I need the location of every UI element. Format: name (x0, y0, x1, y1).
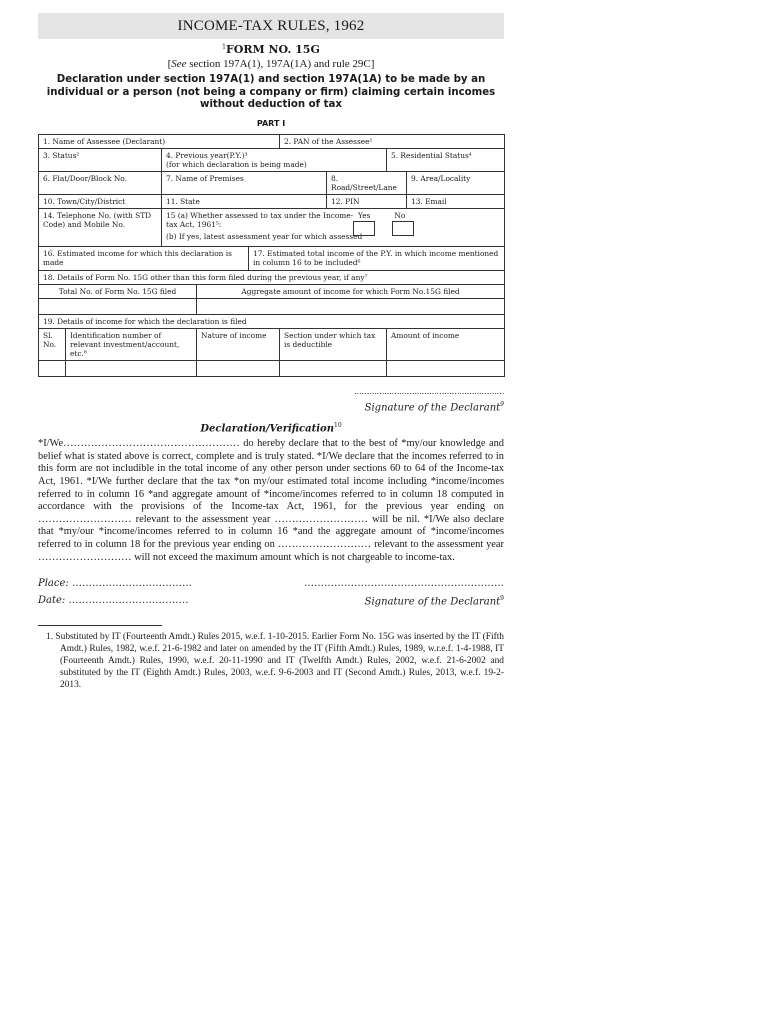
place-field[interactable] (38, 578, 192, 589)
page-header (38, 13, 504, 39)
place-dots: ……………………………… (71, 578, 192, 590)
field-estimated-income[interactable]: 16. Estimated income for which this declaration is made (39, 246, 249, 270)
signature-label (38, 401, 504, 413)
signature-label-text: Signature of the Declarant (364, 401, 501, 413)
field-telephone[interactable]: 14. Telephone No. (with STD Code) and Mobile No. (39, 208, 162, 246)
bottom-signature-line[interactable]: …………………………………………………… (304, 578, 504, 590)
signature-line[interactable]: …………………………………………………… (354, 386, 504, 396)
header-identification-number: Identification number of relevant investment/account, etc.⁸ (66, 328, 197, 360)
footnote-divider (38, 625, 162, 626)
signature-footnote-mark: 9 (500, 400, 504, 408)
bottom-signature-footnote-mark: 9 (500, 595, 504, 603)
bottom-signature-label (365, 595, 504, 607)
verification-footnote-mark: 10 (334, 421, 342, 429)
section-details-income: 19. Details of income for which the declaration is filed (39, 314, 505, 328)
verification-title (38, 422, 504, 434)
place-signature-row (38, 578, 504, 589)
field-previous-year[interactable] (162, 148, 387, 171)
bottom-signature-label-text: Signature of the Declarant (364, 596, 501, 608)
field-area-locality[interactable]: 9. Area/Locality (407, 171, 505, 194)
form-number (38, 43, 504, 56)
assessed-question-b: (b) If yes, latest assessment year for which assessed (166, 231, 363, 241)
field-amount-value[interactable] (387, 360, 505, 376)
form-number-text: FORM NO. 15G (225, 43, 320, 56)
field-pin[interactable]: 12. PIN (327, 194, 407, 208)
field-total-forms-value[interactable] (39, 298, 197, 314)
date-signature-row (38, 595, 504, 607)
field-identification-value[interactable] (66, 360, 197, 376)
form-table (38, 134, 505, 377)
yes-label: Yes (358, 210, 371, 220)
see-reference (38, 58, 504, 70)
date-label: Date: (38, 595, 66, 607)
date-field[interactable] (38, 595, 188, 607)
field-name-of-premises[interactable]: 7. Name of Premises (162, 171, 327, 194)
verification-body: *I/We…………………………………………… do hereby declare that to the best of *my/our knowledge and belief what is stated above is correct, complete and is truly stated. *I/We declare that the incomes referred to in this form are not includible in the total income of any other person under sections 60 to 64 of the Income-tax Act, 1961. *I/We further declare that the tax *on my/our estimated total income including *income/incomes referred to in column 16 *and aggregate amount of *income/incomes referred to in column 18 computed in accordance with the provisions of the Income-tax Act, 1961, for the previous year ending on ……………………… relevant to the assessment year ……………………… will be nil. *I/We also declare that *my/our *income/incomes referred to in column 16 *and the aggregate amount of *income/incomes referred to in column 18 for the previous year ending on ……………………… relevant to the assessment year ……………………… will not exceed the maximum amount which is not chargeable to income-tax. (38, 438, 504, 563)
form-footnote-mark: 1 (222, 43, 226, 51)
yes-no-labels (358, 211, 405, 220)
see-prefix: [ (167, 58, 172, 70)
document-page (38, 13, 504, 691)
assessed-question-a: 15 (a) Whether assessed to tax under the Income-tax Act, 1961⁵: (166, 210, 354, 229)
header-amount-of-income: Amount of income (387, 328, 505, 360)
header-section-deductible: Section under which tax is deductible (280, 328, 387, 360)
footnote: 1. Substituted by IT (Fourteenth Amdt.) Rules 2015, w.e.f. 1-10-2015. Earlier Form No. 15G was inserted by the IT (Fifth Amdt.) Rules, 1982, w.e.f. 21-6-1982 and later on amended by the IT (Fifth Amdt.) Rules, 1989, w.r.e.f. 1-4-1988, IT (Fourteenth Amdt.) Rules, 1990, w.e.f. 20-11-1990 and IT (Twelfth Amdt.) Rules, 2002, w.e.f. 21-6-2002 and substituted by the IT (Eighth Amdt.) Rules, 2003, w.e.f. 9-6-2003 and IT (Second Amdt.) Rules, 2013, w.e.f. 19-2-2013. (46, 632, 504, 691)
no-checkbox[interactable] (392, 221, 414, 236)
header-total-forms: Total No. of Form No. 15G filed (39, 284, 197, 298)
header-title: INCOME-TAX RULES, 1962 (177, 17, 365, 34)
yes-no-boxes (353, 221, 414, 236)
field-status[interactable]: 3. Status² (39, 148, 162, 171)
header-sl-no: Sl. No. (39, 328, 66, 360)
place-label: Place: (38, 578, 69, 590)
field-road-street[interactable]: 8. Road/Street/Lane (327, 171, 407, 194)
field-state[interactable]: 11. State (162, 194, 327, 208)
part-label: PART I (256, 118, 286, 128)
field-flat-door[interactable]: 6. Flat/Door/Block No. (39, 171, 162, 194)
verification-title-text: Declaration/Verification (200, 423, 334, 435)
no-label: No (394, 210, 406, 220)
field-estimated-total-income[interactable]: 17. Estimated total income of the P.Y. in which income mentioned in column 16 to be included⁶ (249, 246, 505, 270)
field-name-of-assessee[interactable]: 1. Name of Assessee (Declarant) (39, 134, 280, 148)
section-details-form-15g: 18. Details of Form No. 15G other than this form filed during the previous year, if any⁷ (39, 270, 505, 284)
see-word: See (171, 58, 187, 70)
field-residential-status[interactable]: 5. Residential Status⁴ (387, 148, 505, 171)
field-aggregate-amount-value[interactable] (197, 298, 505, 314)
previous-year-label: 4. Previous year(P.Y.)³ (166, 150, 248, 160)
header-aggregate-amount: Aggregate amount of income for which Form No.15G filed (197, 284, 505, 298)
field-assessed-to-tax (162, 208, 505, 246)
field-email[interactable]: 13. Email (407, 194, 505, 208)
field-pan[interactable]: 2. PAN of the Assessee¹ (280, 134, 505, 148)
previous-year-note: (for which declaration is being made) (166, 159, 307, 169)
field-sl-no-value[interactable] (39, 360, 66, 376)
field-section-value[interactable] (280, 360, 387, 376)
field-nature-value[interactable] (197, 360, 280, 376)
see-rest: section 197A(1), 197A(1A) and rule 29C] (186, 58, 375, 70)
field-town-city[interactable]: 10. Town/City/District (39, 194, 162, 208)
declaration-heading: Declaration under section 197A(1) and section 197A(1A) to be made by an individual or a person (not being a company or firm) claiming certain incomes without deduction of tax (46, 74, 496, 110)
header-nature-of-income: Nature of income (197, 328, 280, 360)
date-dots: ……………………………… (68, 595, 189, 607)
yes-checkbox[interactable] (353, 221, 375, 236)
